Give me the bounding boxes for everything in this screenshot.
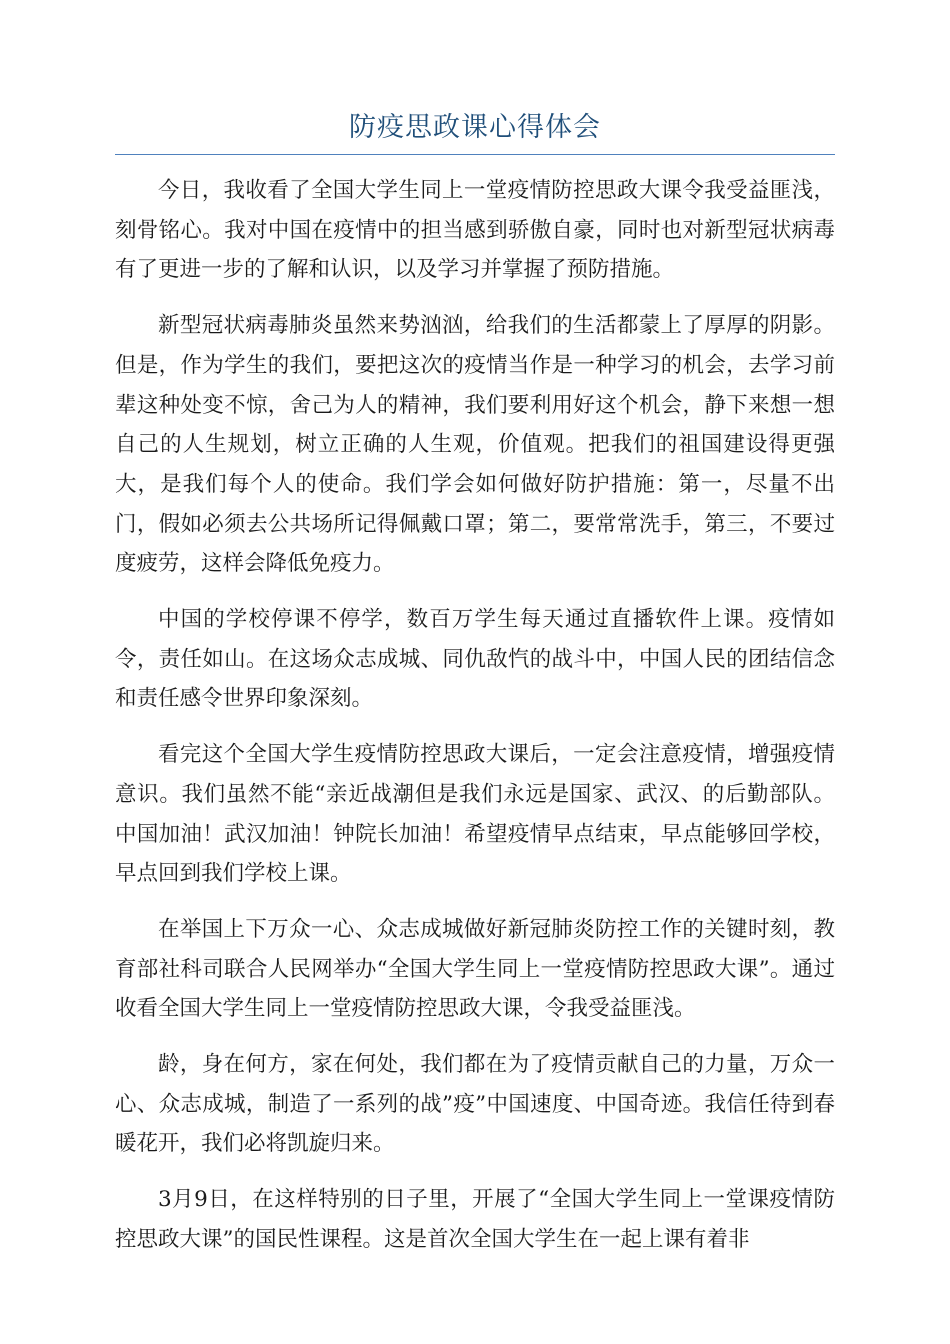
document-body bbox=[115, 171, 835, 1276]
paragraph-3: 中国的学校停课不停学，数百万学生每天通过直播软件上课。疫情如令，责任如山。在这场众志成城、同仇敌忾的战斗中，中国人民的团结信念和责任感令世界印象深刻。 bbox=[115, 607, 835, 712]
paragraph-5: 在举国上下万众一心、众志成城做好新冠肺炎防控工作的关键时刻，教育部社科司联合人民网举办“全国大学生同上一堂疫情防控思政大课”。通过收看全国大学生同上一堂疫情防控思政大课，令我受益匪浅。 bbox=[115, 916, 835, 1022]
paragraph-6: 龄，身在何方，家在何处，我们都在为了疫情贡献自己的力量，万众一心、众志成城，制造了一系列的战”疫”中国速度、中国奇迹。我信任待到春暖花开，我们必将凯旋归来。 bbox=[115, 1052, 835, 1157]
title-underline bbox=[115, 154, 835, 155]
paragraph-1: 今日，我收看了全国大学生同上一堂疫情防控思政大课令我受益匪浅，刻骨铭心。我对中国在疫情中的担当感到骄傲自豪，同时也对新型冠状病毒有了更进一步的了解和认识，以及学习并掌握了预防措施。 bbox=[115, 178, 835, 283]
paragraph-4: 看完这个全国大学生疫情防控思政大课后，一定会注意疫情，增强疫情意识。我们虽然不能“亲近战潮但是我们永远是国家、武汉、的后勤部队。中国加油！武汉加油！钟院长加油！希望疫情早点结束，早点能够回学校，早点回到我们学校上课。 bbox=[115, 742, 835, 887]
paragraph-7: 3月9日，在这样特别的日子里，开展了“全国大学生同上一堂课疫情防控思政大课”的国民性课程。这是首次全国大学生在一起上课有着非 bbox=[115, 1187, 835, 1252]
paragraph-2: 新型冠状病毒肺炎虽然来势汹汹，给我们的生活都蒙上了厚厚的阴影。但是，作为学生的我们，要把这次的疫情当作是一种学习的机会，去学习前辈这种处变不惊，舍己为人的精神，我们要利用好这个机会，静下来想一想自己的人生规划，树立正确的人生观，价值观。把我们的祖国建设得更强大，是我们每个人的使命。我们学会如何做好防护措施：第一，尽量不出门，假如必须去公共场所记得佩戴口罩；第二，要常常洗手，第三，不要过度疲劳，这样会降低免疫力。 bbox=[115, 313, 835, 577]
document-title: 防疫思政课心得体会 bbox=[349, 112, 601, 143]
